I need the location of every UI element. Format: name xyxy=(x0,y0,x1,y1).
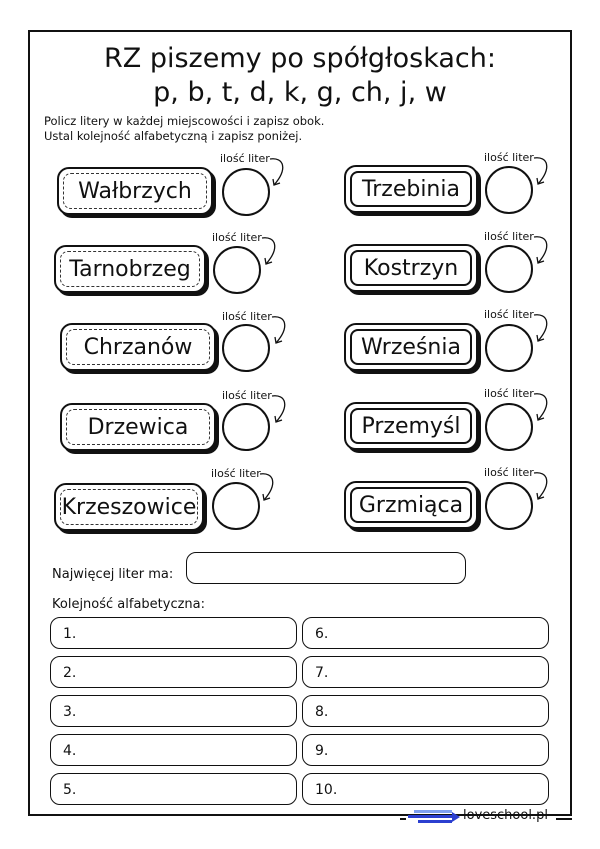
letter-count-circle[interactable] xyxy=(222,168,270,216)
letter-count-circle[interactable] xyxy=(485,482,533,530)
count-label: ilość liter xyxy=(220,152,270,165)
order-number: 6. xyxy=(315,626,329,642)
curved-arrow-icon xyxy=(532,469,554,505)
curved-arrow-icon xyxy=(532,233,554,269)
order-number: 10. xyxy=(315,782,338,798)
count-label: ilość liter xyxy=(484,230,534,243)
order-number: 1. xyxy=(63,626,77,642)
curved-arrow-icon xyxy=(532,390,554,426)
letter-count-circle[interactable] xyxy=(222,324,270,372)
curved-arrow-icon xyxy=(260,234,282,270)
speed-lines-logo-icon xyxy=(408,808,460,828)
order-answer-field[interactable] xyxy=(302,695,549,727)
order-answer-field[interactable] xyxy=(50,734,297,766)
curved-arrow-icon xyxy=(270,313,292,349)
count-label: ilość liter xyxy=(484,308,534,321)
instruction-line-1: Policz litery w każdej miejscowości i zapisz obok. xyxy=(44,114,325,128)
footer-brand[interactable]: loveschool.pl xyxy=(463,808,548,823)
city-box xyxy=(54,483,204,531)
city-name: Tarnobrzeg xyxy=(69,256,191,282)
letter-count-circle[interactable] xyxy=(485,403,533,451)
city-name: Trzebinia xyxy=(362,176,460,202)
city-box xyxy=(344,481,478,529)
city-box xyxy=(344,165,478,213)
count-label: ilość liter xyxy=(212,231,262,244)
city-box xyxy=(344,323,478,371)
footer-divider xyxy=(400,818,406,820)
curved-arrow-icon xyxy=(268,155,290,191)
alphabetical-order-label: Kolejność alfabetyczna: xyxy=(52,597,206,612)
city-box xyxy=(60,403,216,451)
most-letters-label: Najwięcej liter ma: xyxy=(52,567,174,582)
city-box xyxy=(57,167,213,215)
order-number: 3. xyxy=(63,704,77,720)
order-number: 8. xyxy=(315,704,329,720)
order-number: 2. xyxy=(63,665,77,681)
letter-count-circle[interactable] xyxy=(485,166,533,214)
order-answer-field[interactable] xyxy=(302,617,549,649)
order-number: 9. xyxy=(315,743,329,759)
order-answer-field[interactable] xyxy=(302,734,549,766)
city-box xyxy=(60,323,216,371)
city-box xyxy=(54,245,206,293)
curved-arrow-icon xyxy=(270,392,292,428)
city-name: Wałbrzych xyxy=(78,178,192,204)
curved-arrow-icon xyxy=(532,311,554,347)
order-answer-field[interactable] xyxy=(50,695,297,727)
count-label: ilość liter xyxy=(484,466,534,479)
order-answer-field[interactable] xyxy=(50,617,297,649)
letter-count-circle[interactable] xyxy=(485,245,533,293)
city-name: Krzeszowice xyxy=(61,494,197,520)
count-label: ilość liter xyxy=(211,467,261,480)
order-answer-field[interactable] xyxy=(302,773,549,805)
order-answer-field[interactable] xyxy=(50,656,297,688)
order-answer-field[interactable] xyxy=(302,656,549,688)
curved-arrow-icon xyxy=(532,154,554,190)
count-label: ilość liter xyxy=(222,310,272,323)
city-name: Chrzanów xyxy=(83,334,193,360)
city-name: Kostrzyn xyxy=(363,255,459,281)
city-name: Drzewica xyxy=(87,414,189,440)
order-number: 4. xyxy=(63,743,77,759)
count-label: ilość liter xyxy=(484,387,534,400)
footer-divider xyxy=(556,818,572,820)
curved-arrow-icon xyxy=(258,470,280,506)
count-label: ilość liter xyxy=(484,151,534,164)
letter-count-circle[interactable] xyxy=(485,324,533,372)
most-letters-answer-field[interactable] xyxy=(186,552,466,584)
count-label: ilość liter xyxy=(222,389,272,402)
order-number: 7. xyxy=(315,665,329,681)
letter-count-circle[interactable] xyxy=(213,246,261,294)
city-name: Września xyxy=(361,334,461,360)
letter-count-circle[interactable] xyxy=(212,482,260,530)
order-answer-field[interactable] xyxy=(50,773,297,805)
letter-count-circle[interactable] xyxy=(222,403,270,451)
title-line-1: RZ piszemy po spółgłoskach: xyxy=(104,43,496,74)
city-box xyxy=(344,402,478,450)
order-number: 5. xyxy=(63,782,77,798)
city-name: Przemyśl xyxy=(361,413,461,439)
instruction-line-2: Ustal kolejność alfabetyczną i zapisz poniżej. xyxy=(44,129,303,143)
title-line-2: p, b, t, d, k, g, ch, j, w xyxy=(153,77,447,108)
city-box xyxy=(344,244,478,292)
city-name: Grzmiąca xyxy=(358,492,464,518)
